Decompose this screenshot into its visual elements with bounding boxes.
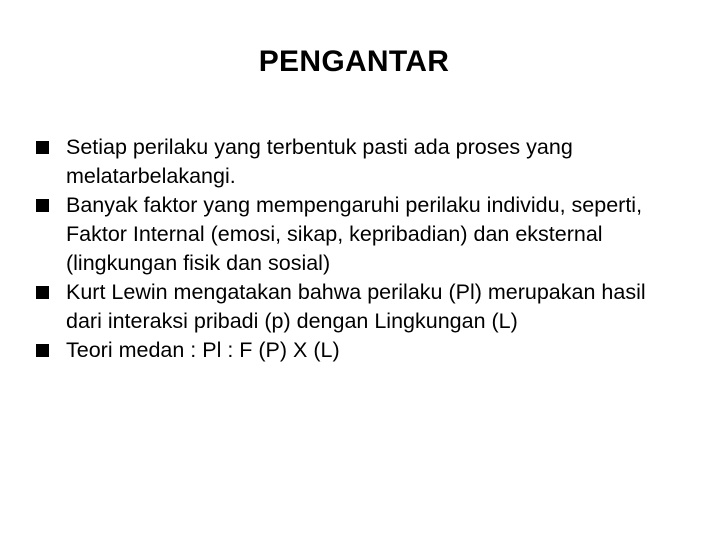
square-bullet-icon (36, 286, 49, 299)
bullet-text: Setiap perilaku yang terbentuk pasti ada proses yang melatarbelakangi. (66, 135, 573, 188)
bullet-item-3 (36, 278, 686, 336)
bullet-item-4 (36, 336, 686, 365)
bullet-list (36, 133, 686, 365)
bullet-text: Banyak faktor yang mempengaruhi perilaku individu, seperti, Faktor Internal (emosi, sikap, kepribadian) dan eksternal (lingkungan fisik dan sosial) (66, 193, 643, 275)
square-bullet-icon (36, 141, 49, 154)
bullet-item-1 (36, 133, 686, 191)
slide-title: PENGANTAR (258, 45, 450, 78)
square-bullet-icon (36, 199, 49, 212)
square-bullet-icon (36, 344, 49, 357)
bullet-item-2 (36, 191, 686, 278)
bullet-text: Kurt Lewin mengatakan bahwa perilaku (Pl) merupakan hasil dari interaksi pribadi (p) dengan Lingkungan (L) (66, 280, 646, 333)
bullet-text: Teori medan : Pl : F (P) X (L) (66, 338, 340, 362)
